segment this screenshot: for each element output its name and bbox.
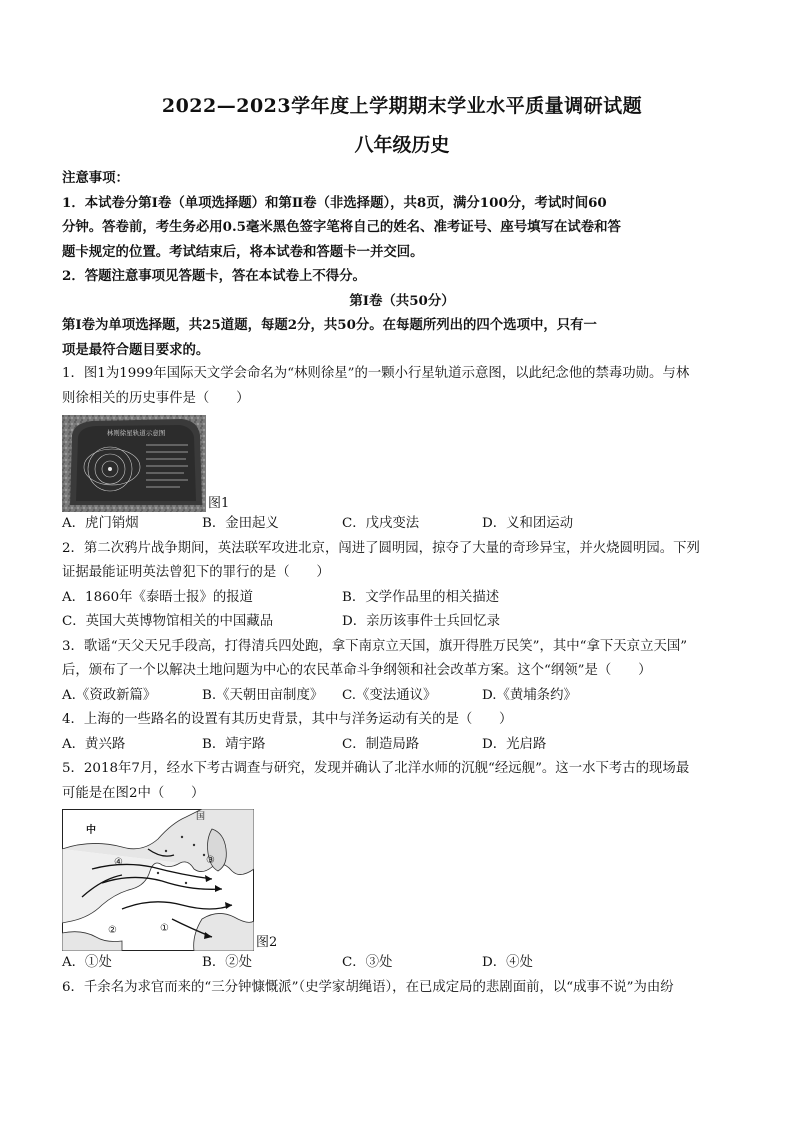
- question-1-stem-line-2: 则徐相关的历史事件是（ ）: [62, 390, 250, 406]
- question-2: [62, 537, 742, 635]
- question-3-option-b[interactable]: B.《天朝田亩制度》: [202, 687, 324, 703]
- question-6: [62, 976, 742, 1001]
- notice-item-1-line-2: 分钟。答卷前，考生务必用0.5毫米黑色签字笔将自己的姓名、准考证号、座号填写在试卷和答: [62, 219, 621, 235]
- question-5-stem-line-1: 5．2018年7月，经水下考古调查与研究，发现并确认了北洋水师的沉舰“经远舰”。这一水下考古的现场最: [62, 761, 690, 776]
- figure-2-caption: 图2: [256, 935, 278, 950]
- question-1-option-d[interactable]: D．义和团运动: [482, 516, 574, 531]
- section-1-heading: 第Ⅰ卷（共50分）: [349, 292, 455, 309]
- notice-item-1-line-3: 题卡规定的位置。考试结束后，将本试卷和答题卡一并交回。: [62, 243, 424, 260]
- question-2-stem-line-1: 2．第二次鸦片战争期间，英法联军攻进北京，闯进了圆明园，掠夺了大量的奇珍异宝，并火烧圆明园。下列: [62, 540, 700, 556]
- question-2-option-c[interactable]: C．英国大英博物馆相关的中国藏品: [62, 614, 274, 629]
- exam-title: 2022—2023学年度上学期期末学业水平质量调研试题: [161, 95, 643, 117]
- question-2-options-row-2: [62, 610, 742, 635]
- question-1-options: [62, 512, 742, 537]
- question-5-option-c[interactable]: C．③处: [342, 955, 393, 970]
- question-5-option-a[interactable]: A．①处: [62, 955, 112, 970]
- question-3-option-d[interactable]: D.《黄埔条约》: [482, 687, 577, 703]
- question-3-option-c[interactable]: C.《变法通议》: [342, 687, 437, 703]
- question-4: [62, 708, 742, 757]
- question-2-options-row-1: [62, 586, 742, 611]
- question-1-option-b[interactable]: B．金田起义: [202, 516, 279, 531]
- map-marker-1: ①: [160, 923, 169, 934]
- asteroid-stone-image: [62, 415, 206, 512]
- question-1-option-a[interactable]: A．虎门销烟: [62, 516, 139, 531]
- naval-battle-map: [62, 809, 254, 951]
- section-1-intro-line-1: 第Ⅰ卷为单项选择题，共25道题，每题2分，共50分。在每题所列出的四个选项中，只有一: [62, 317, 597, 333]
- question-4-option-a[interactable]: A．黄兴路: [62, 736, 126, 752]
- exam-subtitle: 八年级历史: [354, 134, 450, 156]
- map-label-china-1: 中: [86, 825, 96, 836]
- question-3-options: [62, 684, 742, 709]
- question-4-option-d[interactable]: D．光启路: [482, 736, 547, 752]
- map-marker-2: ②: [108, 925, 117, 936]
- notice-item-2: 2．答题注意事项见答题卡，答在本试卷上不得分。: [62, 268, 366, 284]
- question-5-option-b[interactable]: B．②处: [202, 955, 253, 970]
- question-4-options: [62, 733, 742, 758]
- question-1-option-c[interactable]: C．戊戌变法: [342, 516, 420, 531]
- question-2-option-a[interactable]: A．1860年《泰晤士报》的报道: [62, 589, 254, 605]
- question-1-stem-line-1: 1．图1为1999年国际天文学会命名为“林则徐星”的一颗小行星轨道示意图，以此纪念他的禁毒功勋。与林: [62, 366, 690, 381]
- question-4-stem-line-1: 4．上海的一些路名的设置有其历史背景，其中与洋务运动有关的是（ ）: [62, 712, 513, 727]
- question-1: [62, 362, 742, 537]
- question-5-stem-line-2: 可能是在图2中（ ）: [62, 785, 205, 801]
- question-3-stem-line-1: 3．歌谣“天父天兄手段高，打得清兵四处跑，拿下南京立天国，旗开得胜万民笑”，其中“拿下天京立天国”: [62, 638, 688, 654]
- question-6-stem-line-1: 6．千余名为求官而来的“三分钟慷慨派”（史学家胡绳语），在已成定局的悲剧面前，以“成事不说”为由纷: [62, 979, 674, 995]
- question-2-option-d[interactable]: D．亲历该事件士兵回忆录: [342, 614, 501, 629]
- notice-heading: 注意事项：: [62, 170, 129, 186]
- figure-1: [62, 415, 742, 512]
- map-marker-4: ④: [114, 857, 123, 868]
- question-2-option-b[interactable]: B．文学作品里的相关描述: [342, 589, 500, 605]
- question-5: [62, 757, 742, 976]
- exam-page: [62, 92, 742, 1000]
- section-1-intro-line-2: 项是最符合题目要求的。: [62, 341, 210, 358]
- figure-2: [62, 809, 742, 951]
- notice-item-1-line-1: 1．本试卷分第Ⅰ卷（单项选择题）和第Ⅱ卷（非选择题），共8页，满分100分，考试时间60: [62, 194, 607, 211]
- question-4-option-b[interactable]: B．靖宇路: [202, 736, 266, 752]
- stone-inscription-title: 林则徐星轨道示意图: [106, 429, 166, 437]
- figure-1-caption: 图1: [208, 496, 230, 511]
- question-2-stem-line-2: 证据最能证明英法曾犯下的罪行的是（ ）: [62, 565, 330, 580]
- map-label-china-2: 国: [196, 812, 206, 822]
- question-3-stem-line-2: 后，颁布了一个以解决土地问题为中心的农民革命斗争纲领和社会改革方案。这个“纲领”是（ ）: [62, 663, 652, 678]
- question-4-option-c[interactable]: C．制造局路: [342, 736, 420, 752]
- map-marker-3: ③: [206, 855, 215, 866]
- question-3: [62, 635, 742, 709]
- question-5-options: [62, 951, 742, 976]
- question-5-option-d[interactable]: D．④处: [482, 955, 533, 970]
- question-3-option-a[interactable]: A.《资政新篇》: [62, 687, 157, 703]
